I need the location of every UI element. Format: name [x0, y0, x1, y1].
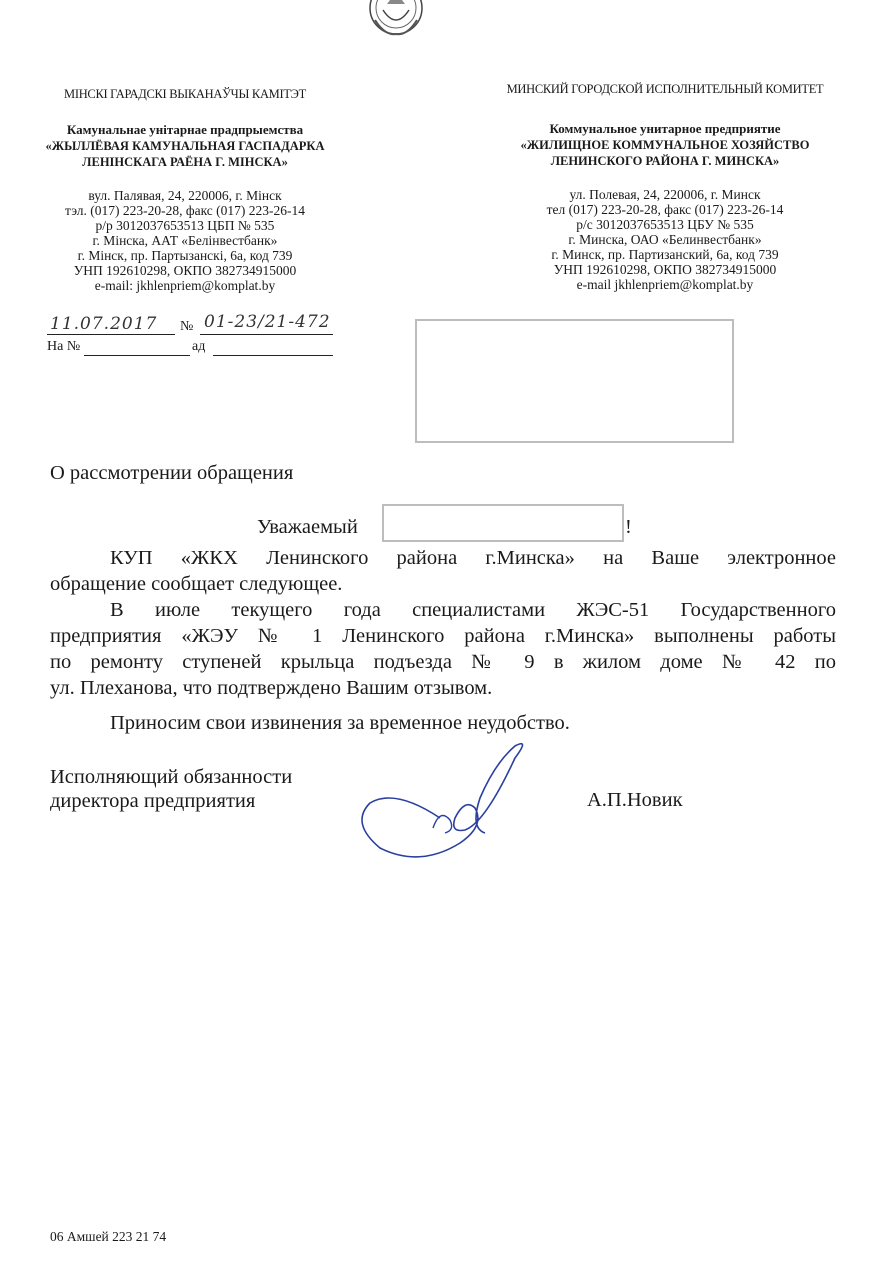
reply-date-underline: [213, 355, 333, 356]
contact-line: тел (017) 223-20-28, факс (017) 223-26-14: [546, 202, 784, 217]
paragraph-line: по ремонту ступеней крыльца подъезда № 9 в жилом доме № 42 по: [50, 651, 836, 673]
org-line: ЛЕНІНСКАГА РАЁНА Г. МІНСКА»: [82, 155, 288, 169]
email-line: e-mail: jkhlenpriem@komplat.by: [94, 278, 276, 293]
salutation-end: !: [625, 516, 632, 538]
org-line: ЛЕНИНСКОГО РАЙОНА Г. МИНСКА»: [550, 154, 780, 168]
paragraph-line: В июле текущего года специалистами ЖЭС-51 Государственного: [110, 599, 836, 621]
position-line: Исполняющий обязанности: [50, 766, 293, 788]
org-name-ru: [490, 121, 840, 169]
contact-line: г. Минск, пр. Партизанский, 6а, код 739: [551, 247, 779, 262]
contact-line: тэл. (017) 223-20-28, факс (017) 223-26-14: [64, 203, 306, 218]
handwritten-signature: [355, 738, 540, 868]
paragraph-line: предприятия «ЖЭУ № 1 Ленинского района г.Минска» выполнены работы: [50, 625, 836, 647]
header-right: [490, 82, 840, 292]
executor-footer: 06 Амшей 223 21 74: [50, 1229, 167, 1244]
reply-number-underline: [84, 355, 190, 356]
contact-line: р/с 3012037653513 ЦБУ № 535: [576, 217, 754, 232]
contacts-ru: [490, 187, 840, 292]
letter-number: 01-23/21-472: [204, 312, 331, 332]
org-line: Камунальнае унітарнае прадпрыемства: [66, 122, 304, 137]
contact-line: ул. Полевая, 24, 220006, г. Минск: [569, 187, 761, 202]
contact-line: г. Мінска, ААТ «Белінвестбанк»: [92, 233, 278, 248]
org-line: «ЖИЛИЩНОЕ КОММУНАЛЬНОЕ ХОЗЯЙСТВО: [520, 138, 810, 152]
paragraph-line: КУП «ЖКХ Ленинского района г.Минска» на Ваше электронное: [110, 547, 836, 569]
org-name-by: [20, 122, 350, 170]
signatory-name: А.П.Новик: [587, 789, 683, 811]
email-line: e-mail jkhlenpriem@komplat.by: [576, 277, 754, 292]
number-label: №: [180, 319, 194, 334]
from-label: ад: [192, 339, 206, 354]
contact-line: УНП 192610298, ОКПО 382734915000: [553, 262, 777, 277]
state-emblem-icon: [365, 0, 427, 42]
reply-label: На №: [47, 339, 81, 354]
number-underline: [200, 334, 333, 335]
redacted-addressee: [415, 319, 734, 443]
contact-line: вул. Палявая, 24, 220006, г. Мінск: [88, 188, 282, 203]
paragraph-line: обращение сообщает следующее.: [50, 573, 343, 595]
subject: О рассмотрении обращения: [50, 462, 294, 484]
salutation: Уважаемый: [257, 516, 358, 538]
paragraph-line: ул. Плеханова, что подтверждено Вашим отзывом.: [50, 677, 493, 699]
authority-ru: МИНСКИЙ ГОРОДСКОЙ ИСПОЛНИТЕЛЬНЫЙ КОМИТЕТ: [506, 82, 824, 96]
authority-by: МІНСКІ ГАРАДСКІ ВЫКАНАЎЧЫ КАМІТЭТ: [64, 87, 306, 101]
contacts-by: [20, 188, 350, 293]
paragraph-line: Приносим свои извинения за временное неудобство.: [110, 712, 570, 734]
contact-line: р/р 3012037653513 ЦБП № 535: [95, 218, 275, 233]
date-underline: [47, 334, 175, 335]
redacted-name: [382, 504, 624, 542]
position-line: директора предприятия: [50, 790, 256, 812]
org-line: «ЖЫЛЛЁВАЯ КАМУНАЛЬНАЯ ГАСПАДАРКА: [45, 139, 325, 153]
letter-body: [50, 545, 836, 736]
letter-date: 11.07.2017: [50, 314, 158, 334]
signatory-position: [50, 765, 292, 813]
contact-line: УНП 192610298, ОКПО 382734915000: [73, 263, 297, 278]
contact-line: г. Мінск, пр. Партызанскі, 6а, код 739: [77, 248, 293, 263]
contact-line: г. Минска, ОАО «Белинвестбанк»: [568, 232, 762, 247]
header-left: [20, 87, 350, 293]
org-line: Коммунальное унитарное предприятие: [549, 121, 781, 136]
